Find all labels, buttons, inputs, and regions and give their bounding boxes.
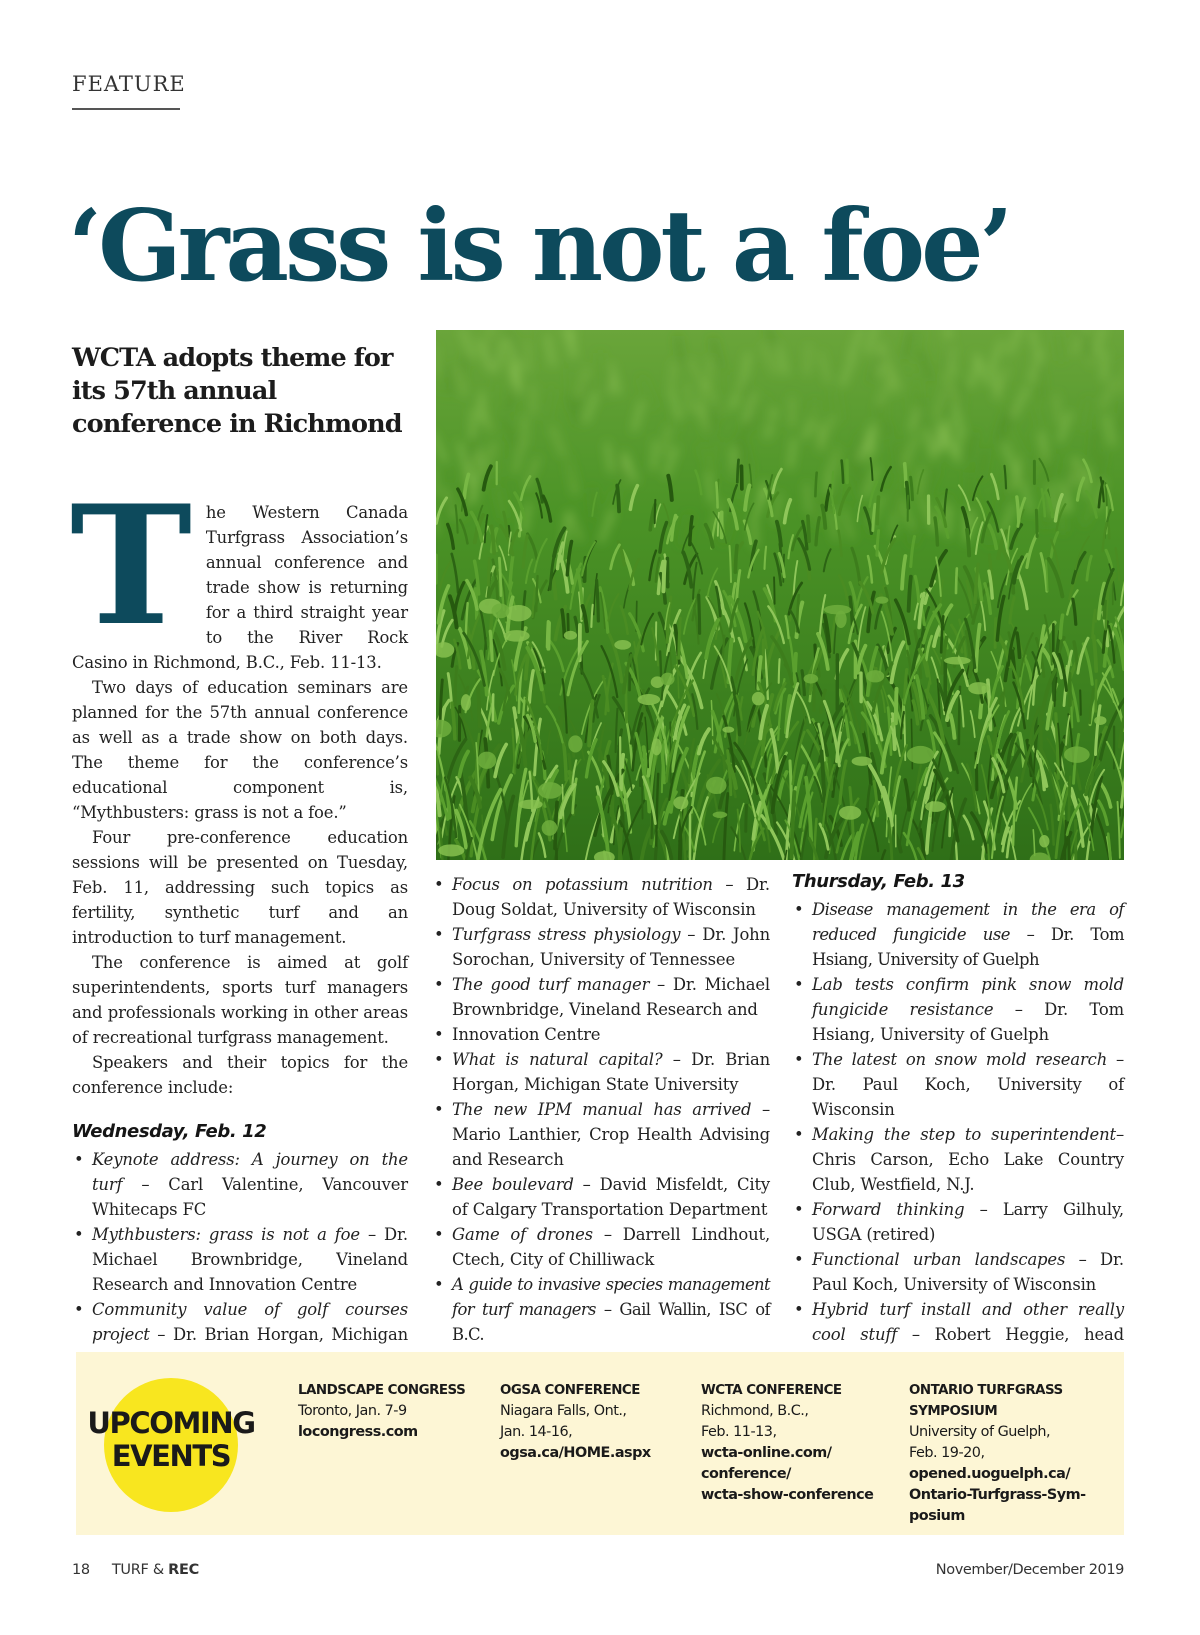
list-item: • Community value of golf courses project – Dr. Brian Horgan, Michigan [72, 1297, 408, 1372]
article-column-3 [792, 872, 1124, 1372]
upcoming-events-box [76, 1352, 1124, 1535]
list-item: • Keynote address: A journey on the turf – Carl Valentine, Vancouver Whitecaps FC [72, 1147, 408, 1222]
wednesday-talks-continued [432, 872, 770, 1347]
list-item: • The good turf manager – Dr. Michael Brownbridge, Vineland Research and [432, 972, 770, 1022]
event-ogsa-conference: OGSA CONFERENCE Niagara Falls, Ont., Jan. 14-16, ogsa.ca/HOME.aspx [500, 1380, 690, 1464]
list-item: • Game of drones – Darrell Lindhout, Ctech, City of Chilliwack [432, 1222, 770, 1272]
event-landscape-congress: LANDSCAPE CONGRESS Toronto, Jan. 7-9 locongress.com [298, 1380, 488, 1443]
list-item: • Mythbusters: grass is not a foe – Dr. Michael Brownbridge, Vineland Research and Innovation Centre [72, 1222, 408, 1297]
thursday-talks [792, 897, 1124, 1372]
wednesday-talks [72, 1147, 408, 1372]
article-column-2 [432, 872, 770, 1347]
event-wcta-conference: WCTA CONFERENCE Richmond, B.C., Feb. 11-13, wcta-online.com/ conference/ wcta-show-conference [701, 1380, 901, 1506]
list-item: • Making the step to superintendent– Chris Carson, Echo Lake Country Club, Westfield, N.J. [792, 1122, 1124, 1197]
event-link[interactable]: locongress.com [298, 1424, 418, 1440]
wednesday-heading: Wednesday, Feb. 12 [72, 1121, 267, 1142]
grass-image [436, 330, 1124, 860]
issue-date: November/December 2019 [935, 1562, 1124, 1578]
article-paragraph-2: Two days of education seminars are planned for the 57th annual conference as well as a trade show on both days. The theme for the conference’s educational component is, “Mythbusters: grass is not a foe.” [72, 678, 408, 822]
event-link[interactable]: ogsa.ca/HOME.aspx [500, 1445, 651, 1461]
list-item: • What is natural capital? – Dr. Brian Horgan, Michigan State University [432, 1047, 770, 1097]
list-item: • Focus on potassium nutrition – Dr. Doug Soldat, University of Wisconsin [432, 872, 770, 922]
wednesday-schedule [72, 1120, 408, 1372]
event-link[interactable]: wcta-online.com/ conference/ wcta-show-conference [701, 1445, 874, 1503]
list-item: • Forward thinking – Larry Gilhuly, USGA (retired) [792, 1197, 1124, 1247]
list-item: • Disease management in the era of reduced fungicide use – Dr. Tom Hsiang, University of Guelph [792, 897, 1124, 972]
dropcap: T [70, 469, 192, 662]
list-item: • Hybrid turf install and other really cool stuff – Robert Heggie, head [792, 1297, 1124, 1372]
article-column-1 [70, 469, 408, 1100]
list-item: • Lab tests confirm pink snow mold fungicide resistance – Dr. Tom Hsiang, University of Guelph [792, 972, 1124, 1047]
article-paragraph-1 [70, 469, 408, 675]
list-item: • Innovation Centre [432, 1022, 770, 1047]
page-number: 18 [72, 1562, 90, 1578]
list-item: • Bee boulevard – David Misfeldt, City of Calgary Transportation Department [432, 1172, 770, 1222]
list-item: • Turfgrass stress physiology – Dr. John Sorochan, University of Tennessee [432, 922, 770, 972]
list-item: • The new IPM manual has arrived – Mario Lanthier, Crop Health Advising and Research [432, 1097, 770, 1172]
list-item: • A guide to invasive species management for turf managers – Gail Wallin, ISC of B.C. [432, 1272, 770, 1347]
article-paragraph-4: The conference is aimed at golf superintendents, sports turf managers and professionals working in other areas of recreational turfgrass management. [72, 953, 408, 1047]
article-paragraph-3: Four pre-conference education sessions will be presented on Tuesday, Feb. 11, addressing such topics as fertility, synthetic turf and an introduction to turf management. [72, 828, 408, 947]
event-link[interactable]: opened.uoguelph.ca/ Ontario-Turfgrass-Sym- posium [909, 1466, 1086, 1524]
section-rule [72, 108, 180, 110]
page-folio [72, 1562, 199, 1578]
deck: WCTA adopts theme for its 57th annual conference in Richmond [72, 343, 402, 439]
magazine-name: TURF & REC [111, 1562, 199, 1578]
headline: ‘Grass is not a foe’ [68, 189, 1010, 304]
list-item: • The latest on snow mold research – Dr. Paul Koch, University of Wisconsin [792, 1047, 1124, 1122]
article-paragraph-5: Speakers and their topics for the conference include: [72, 1053, 408, 1097]
thursday-heading: Thursday, Feb. 13 [792, 871, 965, 892]
article-paragraph-1-text: he Western Canada Turfgrass Association’s annual conference and trade show is returning for a third straight year to the River Rock Casino in Richmond, B.C., Feb. 11-13. [72, 503, 408, 672]
event-ontario-turfgrass-symposium: ONTARIO TURFGRASS SYMPOSIUM University of Guelph, Feb. 19-20, opened.uoguelph.ca/ Ontario-Turfgrass-Sym- posium [909, 1380, 1119, 1527]
events-badge-label: UPCOMING EVENTS [87, 1406, 255, 1473]
list-item: • Functional urban landscapes – Dr. Paul Koch, University of Wisconsin [792, 1247, 1124, 1297]
grass-photo [436, 330, 1124, 860]
section-label: FEATURE [72, 72, 186, 96]
